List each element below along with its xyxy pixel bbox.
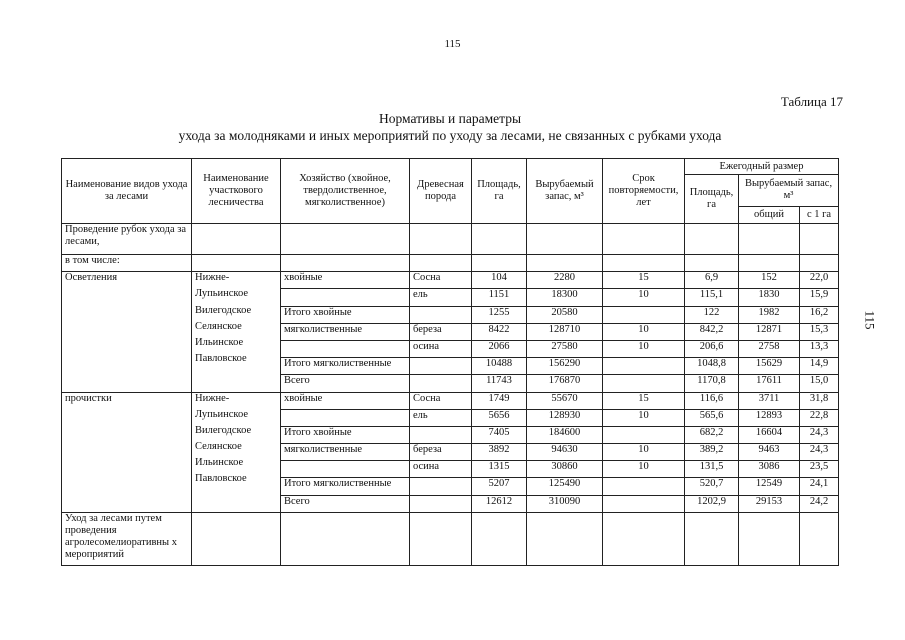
forestry-name: Лупьинское [195,288,249,300]
volume-cell: 184600 [527,426,603,443]
farm-cell: Итого хвойные [281,426,410,443]
annual-area-cell: 1170,8 [685,375,739,392]
annual-total-cell: 1982 [739,306,800,323]
forestry-name: Вилегодское [195,424,252,436]
title-line-2: ухода за молодняками и иных мероприятий по уходу за лесами, не связанных с рубками ухода [178,128,722,143]
annual-area-cell: 520,7 [685,478,739,495]
annual-area-cell: 206,6 [685,340,739,357]
volume-cell: 20580 [527,306,603,323]
annual-per-ha-cell: 24,2 [800,495,839,512]
annual-per-ha-cell: 13,3 [800,340,839,357]
farm-cell: Всего [281,495,410,512]
annual-total-cell: 3086 [739,461,800,478]
species-cell: ель [410,289,472,306]
header-area: Площадь, га [472,159,527,224]
forestry-name: Селянское [195,441,242,453]
annual-total-cell: 16604 [739,426,800,443]
annual-total-cell: 12549 [739,478,800,495]
table-header [62,159,839,224]
intro-row [62,224,839,255]
annual-per-ha-cell: 24,1 [800,478,839,495]
annual-total-cell: 29153 [739,495,800,512]
farm-cell: хвойные [281,392,410,409]
care-kind: прочистки [62,392,192,512]
forestry-name: Павловское [195,473,247,485]
forestry-name: Селянское [195,320,242,332]
table-label: Таблица 17 [780,94,843,109]
farm-cell: Итого мягколиственные [281,478,410,495]
annual-area-cell: 115,1 [685,289,739,306]
header-period: Срок повторяемости, лет [603,159,685,224]
header-species: Древесная порода [410,159,472,224]
area-cell: 3892 [472,444,527,461]
annual-per-ha-cell: 22,8 [800,409,839,426]
annual-per-ha-cell: 16,2 [800,306,839,323]
annual-total-cell: 152 [739,272,800,289]
intro-text: в том числе: [62,255,192,272]
period-cell: 10 [603,409,685,426]
annual-total-cell: 12871 [739,323,800,340]
volume-cell: 156290 [527,358,603,375]
species-cell [410,306,472,323]
annual-per-ha-cell: 15,0 [800,375,839,392]
species-cell: ель [410,409,472,426]
header-annual: Ежегодный размер [685,159,839,175]
period-cell: 10 [603,461,685,478]
forestry-name: Ильинское [195,336,244,348]
table-title [60,110,840,144]
species-cell [410,495,472,512]
period-cell [603,358,685,375]
annual-total-cell: 1830 [739,289,800,306]
area-cell: 5656 [472,409,527,426]
header-total: общий [739,206,800,223]
forestry-name: Ильинское [195,457,244,469]
farm-cell [281,289,410,306]
farm-cell: Всего [281,375,410,392]
header-annual-volume: Вырубаемый запас, м³ [739,175,839,207]
header-volume: Вырубаемый запас, м³ [527,159,603,224]
annual-area-cell: 842,2 [685,323,739,340]
farm-cell: Итого мягколиственные [281,358,410,375]
period-cell: 10 [603,444,685,461]
farm-cell: Итого хвойные [281,306,410,323]
annual-area-cell: 116,6 [685,392,739,409]
farm-cell [281,409,410,426]
species-cell [410,478,472,495]
annual-total-cell: 3711 [739,392,800,409]
area-cell: 5207 [472,478,527,495]
forestry-name: Вилегодское [195,304,252,316]
page-number-side: 115 [862,310,878,330]
area-cell: 1151 [472,289,527,306]
annual-total-cell: 17611 [739,375,800,392]
species-cell: осина [410,340,472,357]
annual-per-ha-cell: 15,9 [800,289,839,306]
area-cell: 7405 [472,426,527,443]
species-cell [410,426,472,443]
volume-cell: 18300 [527,289,603,306]
forestry-list [192,272,281,392]
area-cell: 2066 [472,340,527,357]
annual-per-ha-cell: 31,8 [800,392,839,409]
annual-area-cell: 682,2 [685,426,739,443]
volume-cell: 310090 [527,495,603,512]
forestry-name: Лупьинское [195,408,249,420]
period-cell: 10 [603,323,685,340]
annual-area-cell: 565,6 [685,409,739,426]
area-cell: 10488 [472,358,527,375]
header-annual-area: Площадь, га [685,175,739,224]
area-cell: 1749 [472,392,527,409]
farm-cell: хвойные [281,272,410,289]
area-cell: 8422 [472,323,527,340]
annual-per-ha-cell: 15,3 [800,323,839,340]
annual-total-cell: 2758 [739,340,800,357]
period-cell [603,495,685,512]
intro-row [62,255,839,272]
species-cell [410,358,472,375]
volume-cell: 94630 [527,444,603,461]
species-cell [410,375,472,392]
header-farm: Хозяйство (хвойное, твердолиственное, мягколиственное) [281,159,410,224]
farm-cell: мягколиственные [281,444,410,461]
farm-cell [281,461,410,478]
area-cell: 1315 [472,461,527,478]
table-row [62,272,839,289]
forestry-list [192,392,281,512]
norms-table [61,158,839,566]
period-cell [603,426,685,443]
care-kind: Осветления [62,272,192,392]
period-cell [603,375,685,392]
species-cell: Сосна [410,272,472,289]
table-body [62,224,839,566]
table-row [62,392,839,409]
agro-care-text: Уход за лесами путем проведения агролесомелиоративны х мероприятий [62,512,192,565]
volume-cell: 176870 [527,375,603,392]
forestry-name: Нижне- [195,272,230,284]
farm-cell [281,340,410,357]
title-line-1: Нормативы и параметры [378,111,522,126]
area-cell: 1255 [472,306,527,323]
area-cell: 12612 [472,495,527,512]
area-cell: 104 [472,272,527,289]
forestry-name: Нижне- [195,392,230,404]
annual-total-cell: 12893 [739,409,800,426]
period-cell: 10 [603,340,685,357]
annual-per-ha-cell: 24,3 [800,444,839,461]
species-cell: Сосна [410,392,472,409]
period-cell: 15 [603,272,685,289]
annual-per-ha-cell: 23,5 [800,461,839,478]
annual-area-cell: 389,2 [685,444,739,461]
annual-area-cell: 1202,9 [685,495,739,512]
volume-cell: 27580 [527,340,603,357]
annual-area-cell: 131,5 [685,461,739,478]
volume-cell: 128930 [527,409,603,426]
period-cell: 15 [603,392,685,409]
species-cell: осина [410,461,472,478]
period-cell: 10 [603,289,685,306]
volume-cell: 125490 [527,478,603,495]
species-cell: береза [410,444,472,461]
annual-total-cell: 9463 [739,444,800,461]
header-kind: Наименование видов ухода за лесами [62,159,192,224]
annual-area-cell: 1048,8 [685,358,739,375]
annual-per-ha-cell: 22,0 [800,272,839,289]
volume-cell: 128710 [527,323,603,340]
annual-per-ha-cell: 14,9 [800,358,839,375]
annual-area-cell: 6,9 [685,272,739,289]
farm-cell: мягколиственные [281,323,410,340]
annual-per-ha-cell: 24,3 [800,426,839,443]
intro-text: Проведение рубок ухода за лесами, [62,224,192,255]
volume-cell: 30860 [527,461,603,478]
header-per-ha: с 1 га [800,206,839,223]
annual-total-cell: 15629 [739,358,800,375]
period-cell [603,306,685,323]
species-cell: береза [410,323,472,340]
annual-area-cell: 122 [685,306,739,323]
header-forestry: Наименование участкового лесничества [192,159,281,224]
volume-cell: 2280 [527,272,603,289]
volume-cell: 55670 [527,392,603,409]
forestry-name: Павловское [195,353,247,365]
period-cell [603,478,685,495]
final-row [62,512,839,565]
page-number-top: 115 [444,38,461,50]
area-cell: 11743 [472,375,527,392]
